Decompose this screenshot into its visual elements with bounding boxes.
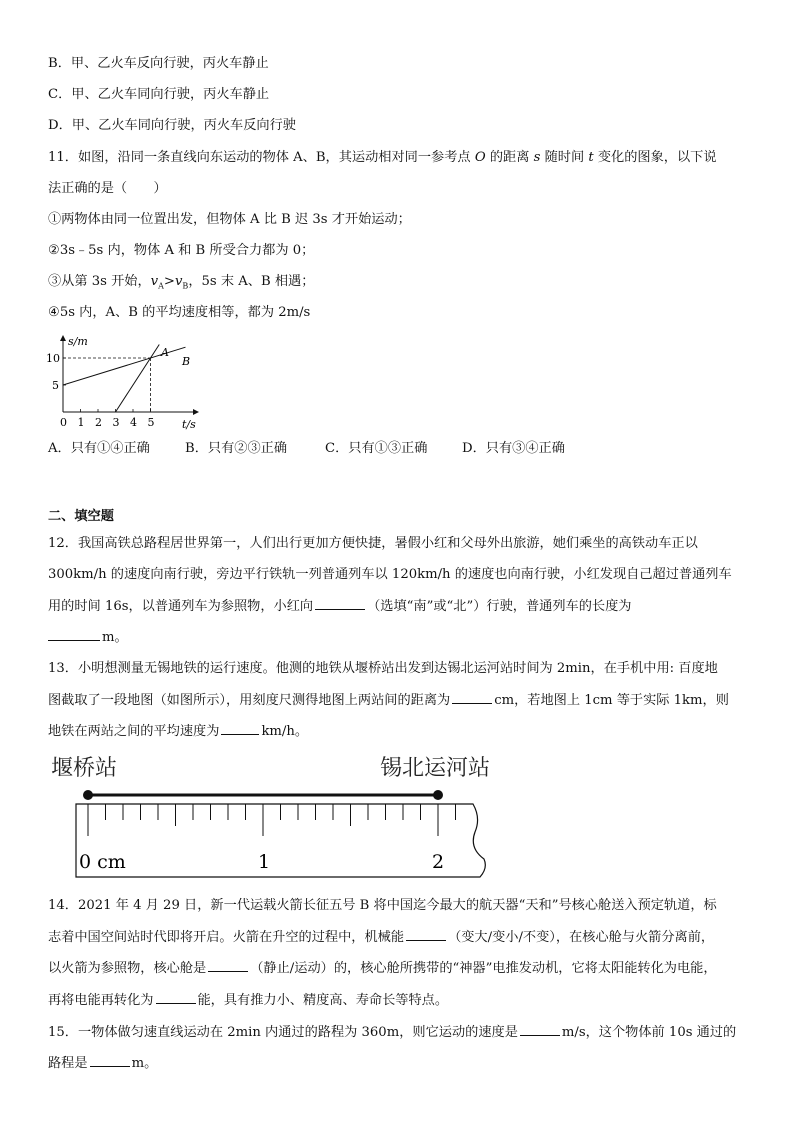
- q14-text: （静止/运动）的，核心舱所携带的“神器”电推发动机，它将太阳能转化为电能，: [250, 961, 717, 976]
- answer-blank[interactable]: [406, 927, 446, 941]
- station-dot-xibei: [433, 790, 443, 800]
- q12-line2: 300km/h 的速度向南行驶，旁边平行铁轨一列普通列车以 120km/h 的速度也向南行驶，小红发现自己超过普通列车: [48, 567, 732, 582]
- q11-stem-text: 的距离: [485, 150, 534, 165]
- q13-line3: [48, 721, 308, 742]
- q15-text: m。: [131, 1056, 158, 1071]
- q11-stem-line1: [48, 148, 717, 168]
- y-tick-label: 5: [52, 379, 59, 392]
- x-tick-label: 3: [112, 416, 120, 429]
- q13-line2: [48, 690, 729, 711]
- answer-blank[interactable]: [156, 990, 196, 1004]
- q15-text: 路程是: [48, 1056, 88, 1071]
- x-tick-label: 2: [95, 416, 102, 429]
- ruler-label-2: 2: [432, 851, 445, 873]
- q13-line1: 13．小明想测量无锡地铁的运行速度。他测的地铁从堰桥站出发到达锡北运河站时间为 2min，在手机中用: 百度地: [48, 661, 718, 676]
- series-line-a: [116, 345, 160, 413]
- x-tick-label: 5: [147, 416, 155, 429]
- answer-blank[interactable]: [452, 690, 492, 704]
- q14-text: 志着中国空间站时代即将开启。火箭在升空的过程中，机械能: [48, 930, 405, 945]
- answer-blank[interactable]: [90, 1053, 130, 1067]
- q11-options: [48, 439, 565, 459]
- station-label-yanqiao: 堰桥站: [51, 756, 118, 781]
- ruler-ticks: [88, 804, 456, 836]
- section-title: 二、填空题: [48, 509, 114, 524]
- q15-line1: [48, 1022, 736, 1043]
- q14-line1: 14．2021 年 4 月 29 日，新一代运载火箭长征五号 B 将中国迄今最大的航天器“天和”号核心舱送入预定轨道，标: [48, 898, 717, 913]
- q11-stem-text: 变化的图象，以下说: [593, 150, 717, 165]
- x-axis-label: t/s: [182, 418, 196, 431]
- q11-statement-text: ，5s 末 A、B 相遇；: [188, 274, 315, 289]
- q10-option-b: B．甲、乙火车反向行驶，丙火车静止: [48, 56, 269, 71]
- greater-than: >: [163, 274, 175, 289]
- st-graph: [40, 330, 210, 434]
- q10-option-c: C．甲、乙火车同向行驶，丙火车静止: [48, 87, 270, 102]
- q11-statement-1: ①两物体由同一位置出发，但物体 A 比 B 迟 3s 才开始运动；: [48, 212, 411, 227]
- series-label-b: B: [182, 355, 191, 368]
- q12-line3: [48, 596, 631, 617]
- q15-line2: [48, 1053, 157, 1074]
- q11-option-b: B．只有②③正确: [185, 441, 288, 456]
- q14-text: （变大/变小/不变），在核心舱与火箭分离前，: [448, 930, 715, 945]
- ruler-label-1: 1: [258, 851, 271, 873]
- map-ruler-figure: [48, 748, 498, 883]
- answer-blank[interactable]: [208, 958, 248, 972]
- q15-text: 15．一物体做匀速直线运动在 2min 内通过的路程为 360m，则它运动的速度是: [48, 1025, 518, 1040]
- station-label-xibei: 锡北运河站: [380, 756, 491, 781]
- q11-symbol-t: t: [588, 150, 594, 165]
- ruler-label-0: 0 cm: [79, 851, 126, 873]
- answer-blank[interactable]: [221, 721, 259, 735]
- answer-blank[interactable]: [315, 596, 365, 610]
- q11-statement-2: ②3s﹣5s 内，物体 A 和 B 所受合力都为 0；: [48, 243, 315, 258]
- station-dot-yanqiao: [83, 790, 93, 800]
- q11-option-d: D．只有③④正确: [462, 441, 565, 456]
- subscript-a: A: [158, 281, 164, 291]
- q11-option-a: A．只有①④正确: [48, 441, 150, 456]
- q11-statement-text: ③从第 3s 开始，: [48, 274, 151, 289]
- q13-text: km/h。: [261, 724, 309, 739]
- series-label-a: A: [161, 346, 169, 359]
- velocity-symbol: v: [150, 274, 159, 289]
- velocity-symbol: v: [174, 274, 183, 289]
- y-axis-label: s/m: [68, 335, 88, 348]
- q13-text: 地铁在两站之间的平均速度为: [48, 724, 220, 739]
- answer-blank[interactable]: [520, 1022, 560, 1036]
- q15-text: m/s，这个物体前 10s 通过的: [561, 1025, 737, 1040]
- q12-text: （选填“南”或“北”）行驶，普通列车的长度为: [367, 599, 632, 614]
- q12-line4: [48, 627, 128, 648]
- q10-option-d: D．甲、乙火车同向行驶，丙火车反向行驶: [48, 118, 296, 133]
- q14-text: 以火箭为参照物，核心舱是: [48, 961, 207, 976]
- x-tick-label: 1: [77, 416, 85, 429]
- q14-line3: [48, 958, 717, 979]
- q11-statement-4: ④5s 内，A、B 的平均速度相等，都为 2m/s: [48, 305, 311, 320]
- q12-line1: 12．我国高铁总路程居世界第一，人们出行更加方便快捷，暑假小红和父母外出旅游，她们乘坐的高铁动车正以: [48, 536, 698, 551]
- q12-text: m。: [102, 630, 128, 645]
- q14-text: 能，具有推力小、精度高、寿命长等特点。: [197, 993, 449, 1008]
- q11-stem-text: 11．如图，沿同一条直线向东运动的物体 A、B，其运动相对同一参考点: [48, 150, 475, 165]
- q11-point-o: O: [474, 150, 486, 165]
- q13-text: 图截取了一段地图（如图所示），用刻度尺测得地图上两站间的距离为: [48, 693, 451, 708]
- q14-line4: [48, 990, 448, 1011]
- q11-symbol-s: s: [533, 150, 541, 165]
- q14-text: 再将电能再转化为: [48, 993, 154, 1008]
- q14-line2: [48, 927, 714, 948]
- q11-statement-3: [48, 272, 314, 297]
- q11-stem-line2: 法正确的是（ ）: [48, 181, 167, 196]
- y-tick-label: 10: [46, 352, 60, 365]
- x-tick-label: 0: [60, 416, 67, 429]
- answer-blank[interactable]: [48, 627, 100, 641]
- q12-text: 用的时间 16s，以普通列车为参照物，小红向: [48, 599, 314, 614]
- x-tick-label: 4: [130, 416, 137, 429]
- subscript-b: B: [182, 281, 189, 291]
- q11-stem-text: 随时间: [540, 150, 589, 165]
- q13-text: cm，若地图上 1cm 等于实际 1km，则: [494, 693, 729, 708]
- q11-option-c: C．只有①③正确: [325, 441, 428, 456]
